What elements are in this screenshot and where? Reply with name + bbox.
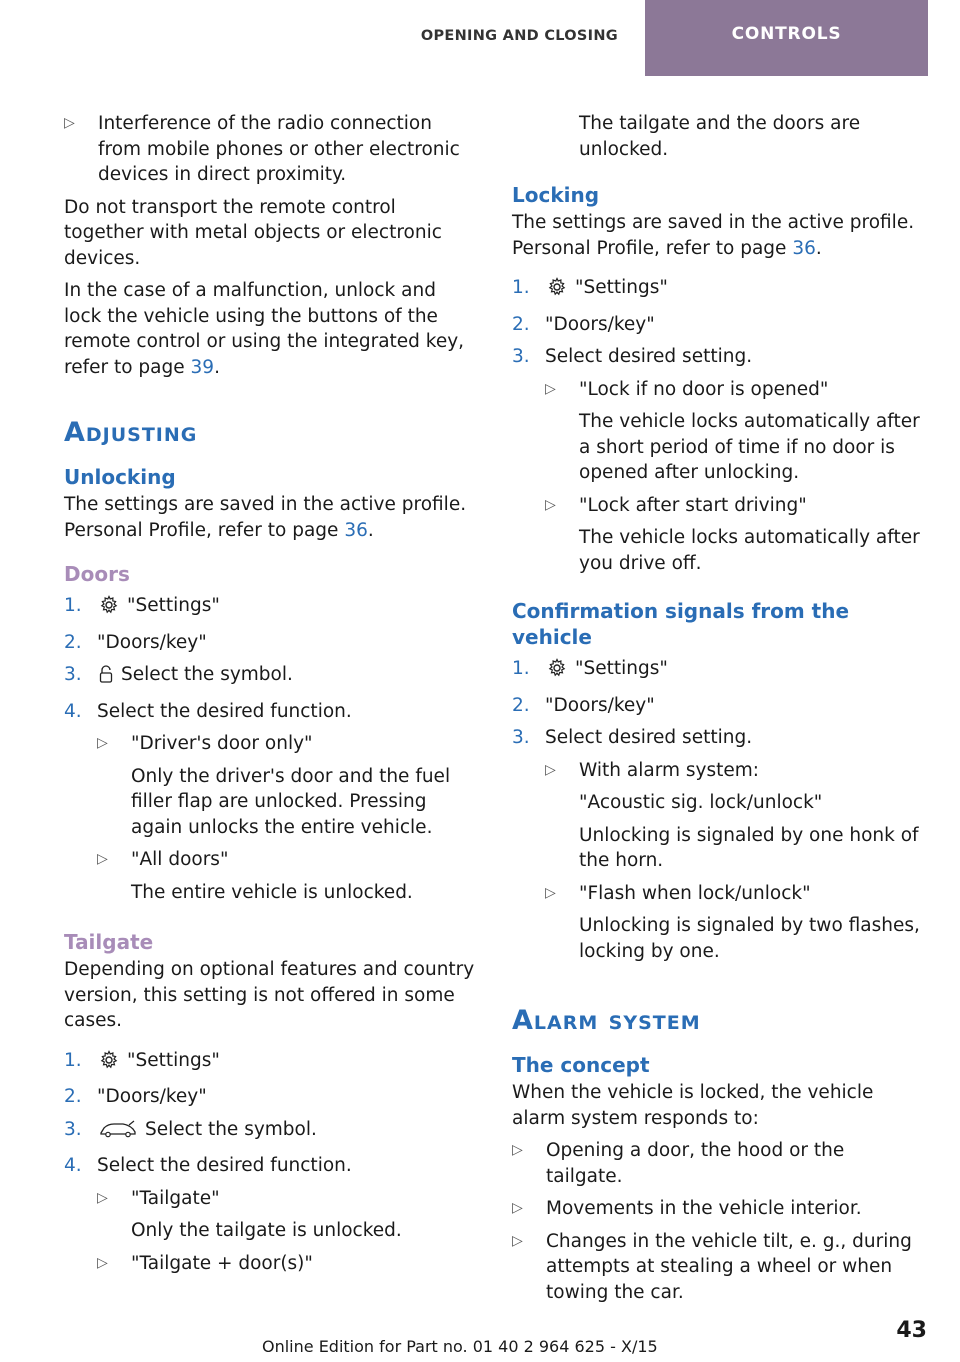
list-item-text: Movements in the vehicle interior. <box>546 1198 862 1219</box>
page-link[interactable]: 36 <box>792 237 816 259</box>
list-item <box>97 731 476 757</box>
gear-icon <box>99 595 119 623</box>
list-item <box>512 275 924 305</box>
list-item <box>512 725 924 751</box>
option-description: The vehicle locks automatically after you drive off. <box>579 527 920 574</box>
options-list <box>97 731 476 905</box>
right-column <box>512 111 924 1312</box>
bullet-triangle-icon: ▷ <box>97 1189 108 1206</box>
step-number: 2. <box>64 1086 82 1107</box>
bullet-triangle-icon: ▷ <box>545 884 556 901</box>
page-link[interactable]: 36 <box>344 519 368 541</box>
step-number: 2. <box>512 313 530 335</box>
subsection-heading: Confirmation signals from the vehicle <box>512 599 850 649</box>
gear-icon <box>99 1050 119 1078</box>
list-item <box>64 699 476 725</box>
options-list <box>545 758 924 965</box>
bullet-triangle-icon: ▷ <box>97 1254 108 1271</box>
paragraph: Depending on optional features and country version, this setting is not offered in some cases. <box>64 959 475 1031</box>
list-item <box>545 493 924 519</box>
list-item <box>64 1153 476 1179</box>
option-title: "Lock if no door is opened" <box>579 378 829 400</box>
step-number: 3. <box>512 346 530 367</box>
list-item <box>97 1186 476 1212</box>
options-list <box>545 377 924 577</box>
minor-heading: Tailgate <box>64 930 154 954</box>
chapter-tab-label: CONTROLS <box>731 24 842 44</box>
list-item <box>545 881 924 907</box>
option-title: "Lock after start driving" <box>579 494 807 516</box>
step-text: "Doors/key" <box>545 694 655 716</box>
list-item <box>97 1251 476 1277</box>
gear-icon <box>547 277 567 305</box>
paragraph: When the vehicle is locked, the vehicle alarm system responds to: <box>512 1082 874 1129</box>
step-number: 4. <box>64 1155 82 1176</box>
section-heading: Alarm system <box>512 1005 701 1036</box>
section-title: OPENING AND CLOSING <box>420 28 618 44</box>
bullet-triangle-icon: ▷ <box>64 115 75 131</box>
paragraph: The settings are saved in the active profile. Personal Profile, refer to page 36. <box>64 494 467 541</box>
bullet-triangle-icon: ▷ <box>545 496 556 513</box>
step-number: 3. <box>64 1118 82 1140</box>
bullet-triangle-icon: ▷ <box>97 735 108 751</box>
list-item <box>512 1229 924 1306</box>
option-description: Unlocking is signaled by one honk of the horn. <box>579 824 919 871</box>
list-item <box>512 1196 924 1222</box>
list-item <box>64 1084 476 1110</box>
paragraph: The settings are saved in the active profile. Personal Profile, refer to page 36. <box>512 212 915 259</box>
option-title: "All doors" <box>131 849 229 870</box>
step-text: Select the desired function. <box>97 1155 352 1176</box>
option-description: Only the driver's door and the fuel filler flap are unlocked. Pressing again unlocks the entire vehicle. <box>131 765 451 838</box>
step-number: 3. <box>512 727 530 748</box>
step-text: Select the desired function. <box>97 700 352 722</box>
step-text: "Settings" <box>127 595 220 616</box>
list-item <box>512 1138 924 1189</box>
subsection-heading: The concept <box>512 1053 650 1077</box>
list-item <box>512 693 924 719</box>
paragraph: Do not transport the remote control together with metal objects or electronic devices. <box>64 196 442 269</box>
list-item <box>97 847 476 873</box>
list-item-text: Interference of the radio connection from mobile phones or other electronic devices in direct proximity. <box>98 113 460 185</box>
list-item <box>545 758 924 784</box>
list-item-text: Changes in the vehicle tilt, e. g., during attempts at stealing a wheel or when towing the car. <box>546 1230 912 1303</box>
list-item <box>64 630 476 656</box>
step-number: 1. <box>64 1049 82 1071</box>
option-description: The tailgate and the doors are unlocked. <box>579 113 861 160</box>
page-link[interactable]: 39 <box>190 356 215 378</box>
option-title: "Tailgate + door(s)" <box>131 1252 313 1274</box>
step-number: 1. <box>64 595 82 616</box>
bullet-triangle-icon: ▷ <box>545 380 556 397</box>
list-item <box>512 656 924 686</box>
step-text: "Settings" <box>575 277 668 298</box>
option-title: With alarm system: <box>579 759 759 781</box>
option-description: Only the tailgate is unlocked. <box>131 1220 402 1241</box>
edition-note: Online Edition for Part no. 01 40 2 964 625 - X/15 <box>262 1337 658 1356</box>
list-item <box>64 593 476 623</box>
left-column <box>64 111 476 1283</box>
step-text: "Doors/key" <box>545 313 655 335</box>
list-item <box>64 662 476 692</box>
step-text: Select the symbol. <box>145 1118 317 1140</box>
bullet-triangle-icon: ▷ <box>512 1200 523 1216</box>
step-number: 3. <box>64 664 82 685</box>
lock-icon <box>99 664 113 692</box>
list-item <box>512 344 924 370</box>
section-heading: Adjusting <box>64 417 198 448</box>
step-text: Select the symbol. <box>121 664 293 685</box>
gear-icon <box>547 658 567 686</box>
option-title: "Driver's door only" <box>131 733 313 754</box>
list-item-text: Opening a door, the hood or the tailgate. <box>546 1140 845 1187</box>
list-item <box>64 111 476 188</box>
step-number: 2. <box>512 694 530 716</box>
list-item <box>545 377 924 403</box>
step-text: "Settings" <box>127 1049 220 1071</box>
subsection-heading: Unlocking <box>64 465 176 489</box>
option-title: "Flash when lock/unlock" <box>579 882 811 904</box>
bullet-triangle-icon: ▷ <box>545 761 556 778</box>
bullet-triangle-icon: ▷ <box>512 1142 523 1158</box>
list-item <box>64 1048 476 1078</box>
page-number: 43 <box>896 1318 927 1343</box>
step-number: 2. <box>64 631 82 653</box>
step-number: 1. <box>512 658 530 679</box>
paragraph: In the case of a malfunction, unlock and lock the vehicle using the buttons of the remote control or using the integrated key, refer to page 39. <box>64 280 465 378</box>
step-text: "Doors/key" <box>97 631 207 653</box>
option-description: The vehicle locks automatically after a short period of time if no door is opened after unlocking. <box>579 411 920 483</box>
step-number: 4. <box>64 700 82 722</box>
bullet-triangle-icon: ▷ <box>97 851 108 867</box>
bullet-triangle-icon: ▷ <box>512 1232 523 1249</box>
car-tailgate-icon <box>99 1119 137 1147</box>
list-item <box>64 1117 476 1147</box>
step-text: "Doors/key" <box>97 1086 207 1107</box>
chapter-tab <box>645 0 928 76</box>
minor-heading: Doors <box>64 562 130 586</box>
step-text: "Settings" <box>575 658 668 679</box>
option-title: "Tailgate" <box>131 1187 220 1209</box>
step-text: Select desired setting. <box>545 727 753 748</box>
option-description: Unlocking is signaled by two flashes, locking by one. <box>579 915 920 962</box>
option-subtitle: "Acoustic sig. lock/unlock" <box>579 792 823 813</box>
step-text: Select desired setting. <box>545 346 753 367</box>
option-description: The entire vehicle is unlocked. <box>131 881 413 903</box>
options-list <box>97 1186 476 1277</box>
list-item <box>512 312 924 338</box>
step-number: 1. <box>512 277 530 298</box>
subsection-heading: Locking <box>512 183 600 207</box>
